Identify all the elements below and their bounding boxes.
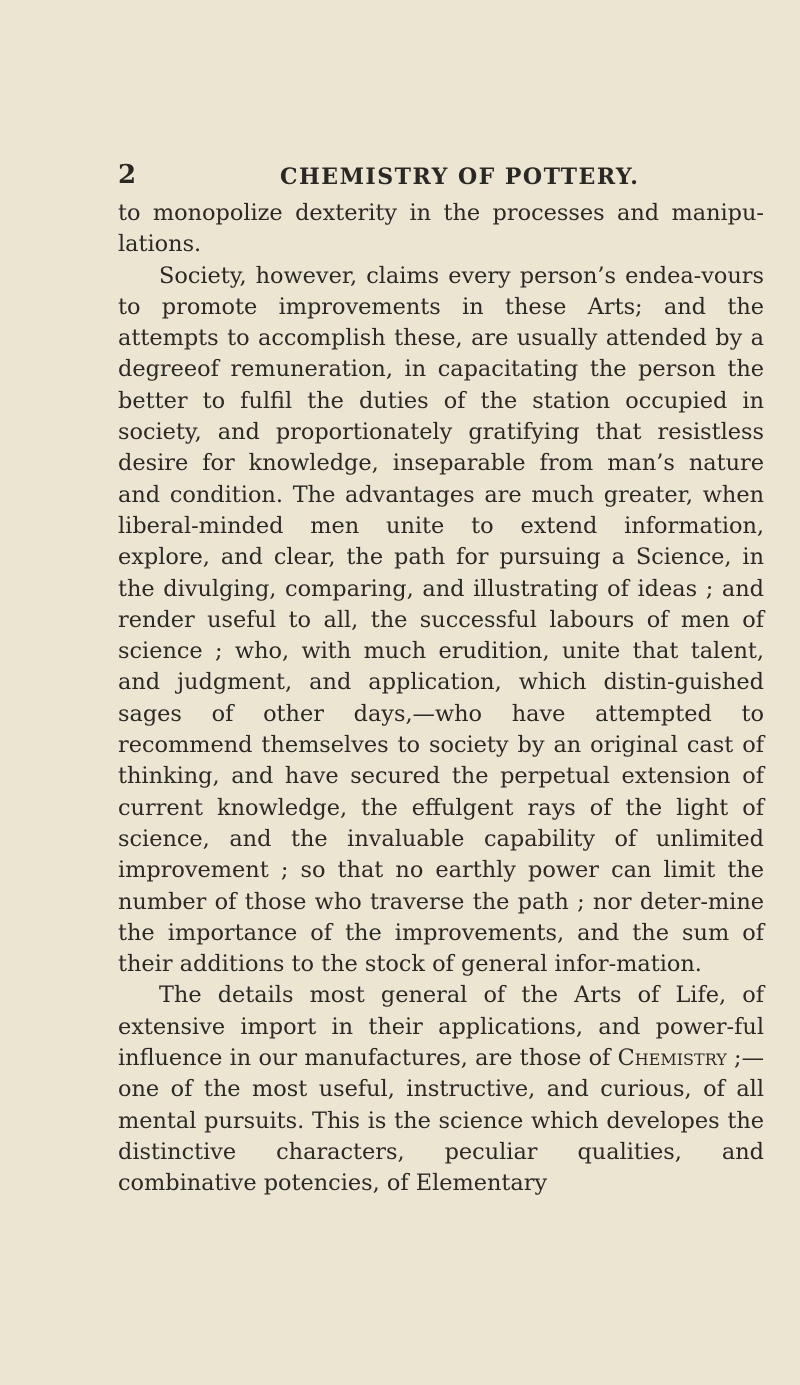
- paragraph-2: Society, however, claims every person’s endea-vours to promote improvements in these Arts; and the attempts to accomplish these, are usually attended by a degreeof remuneration, in capacitating the person the better to fulfil the duties of the station occupied in society, and proportionately gratifying that resistless desire for knowledge, inseparable from man’s nature and condition. The advantages are much greater, when liberal-minded men unite to extend information, explore, and clear, the path for pursuing a Science, in the divulging, comparing, and illustrating of ideas ; and render useful to all, the successful labours of men of science ; who, with much erudition, unite that talent, and judgment, and application, which distin-guished sages of other days,—who have attempted to recommend themselves to society by an original cast of thinking, and have secured the perpetual extension of current knowledge, the effulgent rays of the light of science, and the invaluable capability of unlimited improvement ; so that no earthly power can limit the number of those who traverse the path ; nor deter-mine the importance of the improvements, and the sum of their additions to the stock of general infor-mation.: [118, 262, 764, 978]
- chemistry-small-caps: Chemistry: [617, 1045, 727, 1072]
- running-title: CHEMISTRY OF POTTERY.: [280, 164, 640, 190]
- paragraph-3-text-before: The details most general of the Arts of Life, of extensive import in their applications, and power-ful influence in our manufactures, are those of: [118, 982, 764, 1072]
- page-header: [118, 160, 758, 200]
- paragraph-3: [118, 980, 764, 1199]
- body-text: [118, 198, 764, 1200]
- paragraph-3-text-after: ;—one of the most useful, instructive, and curious, of all mental pursuits. This is the science which developes the distinctive characters, peculiar qualities, and combinative potencies, of Elementary: [118, 1045, 764, 1197]
- paragraph-1: to monopolize dexterity in the processes and manipu-lations.: [118, 200, 764, 258]
- page-number: 2: [118, 160, 137, 190]
